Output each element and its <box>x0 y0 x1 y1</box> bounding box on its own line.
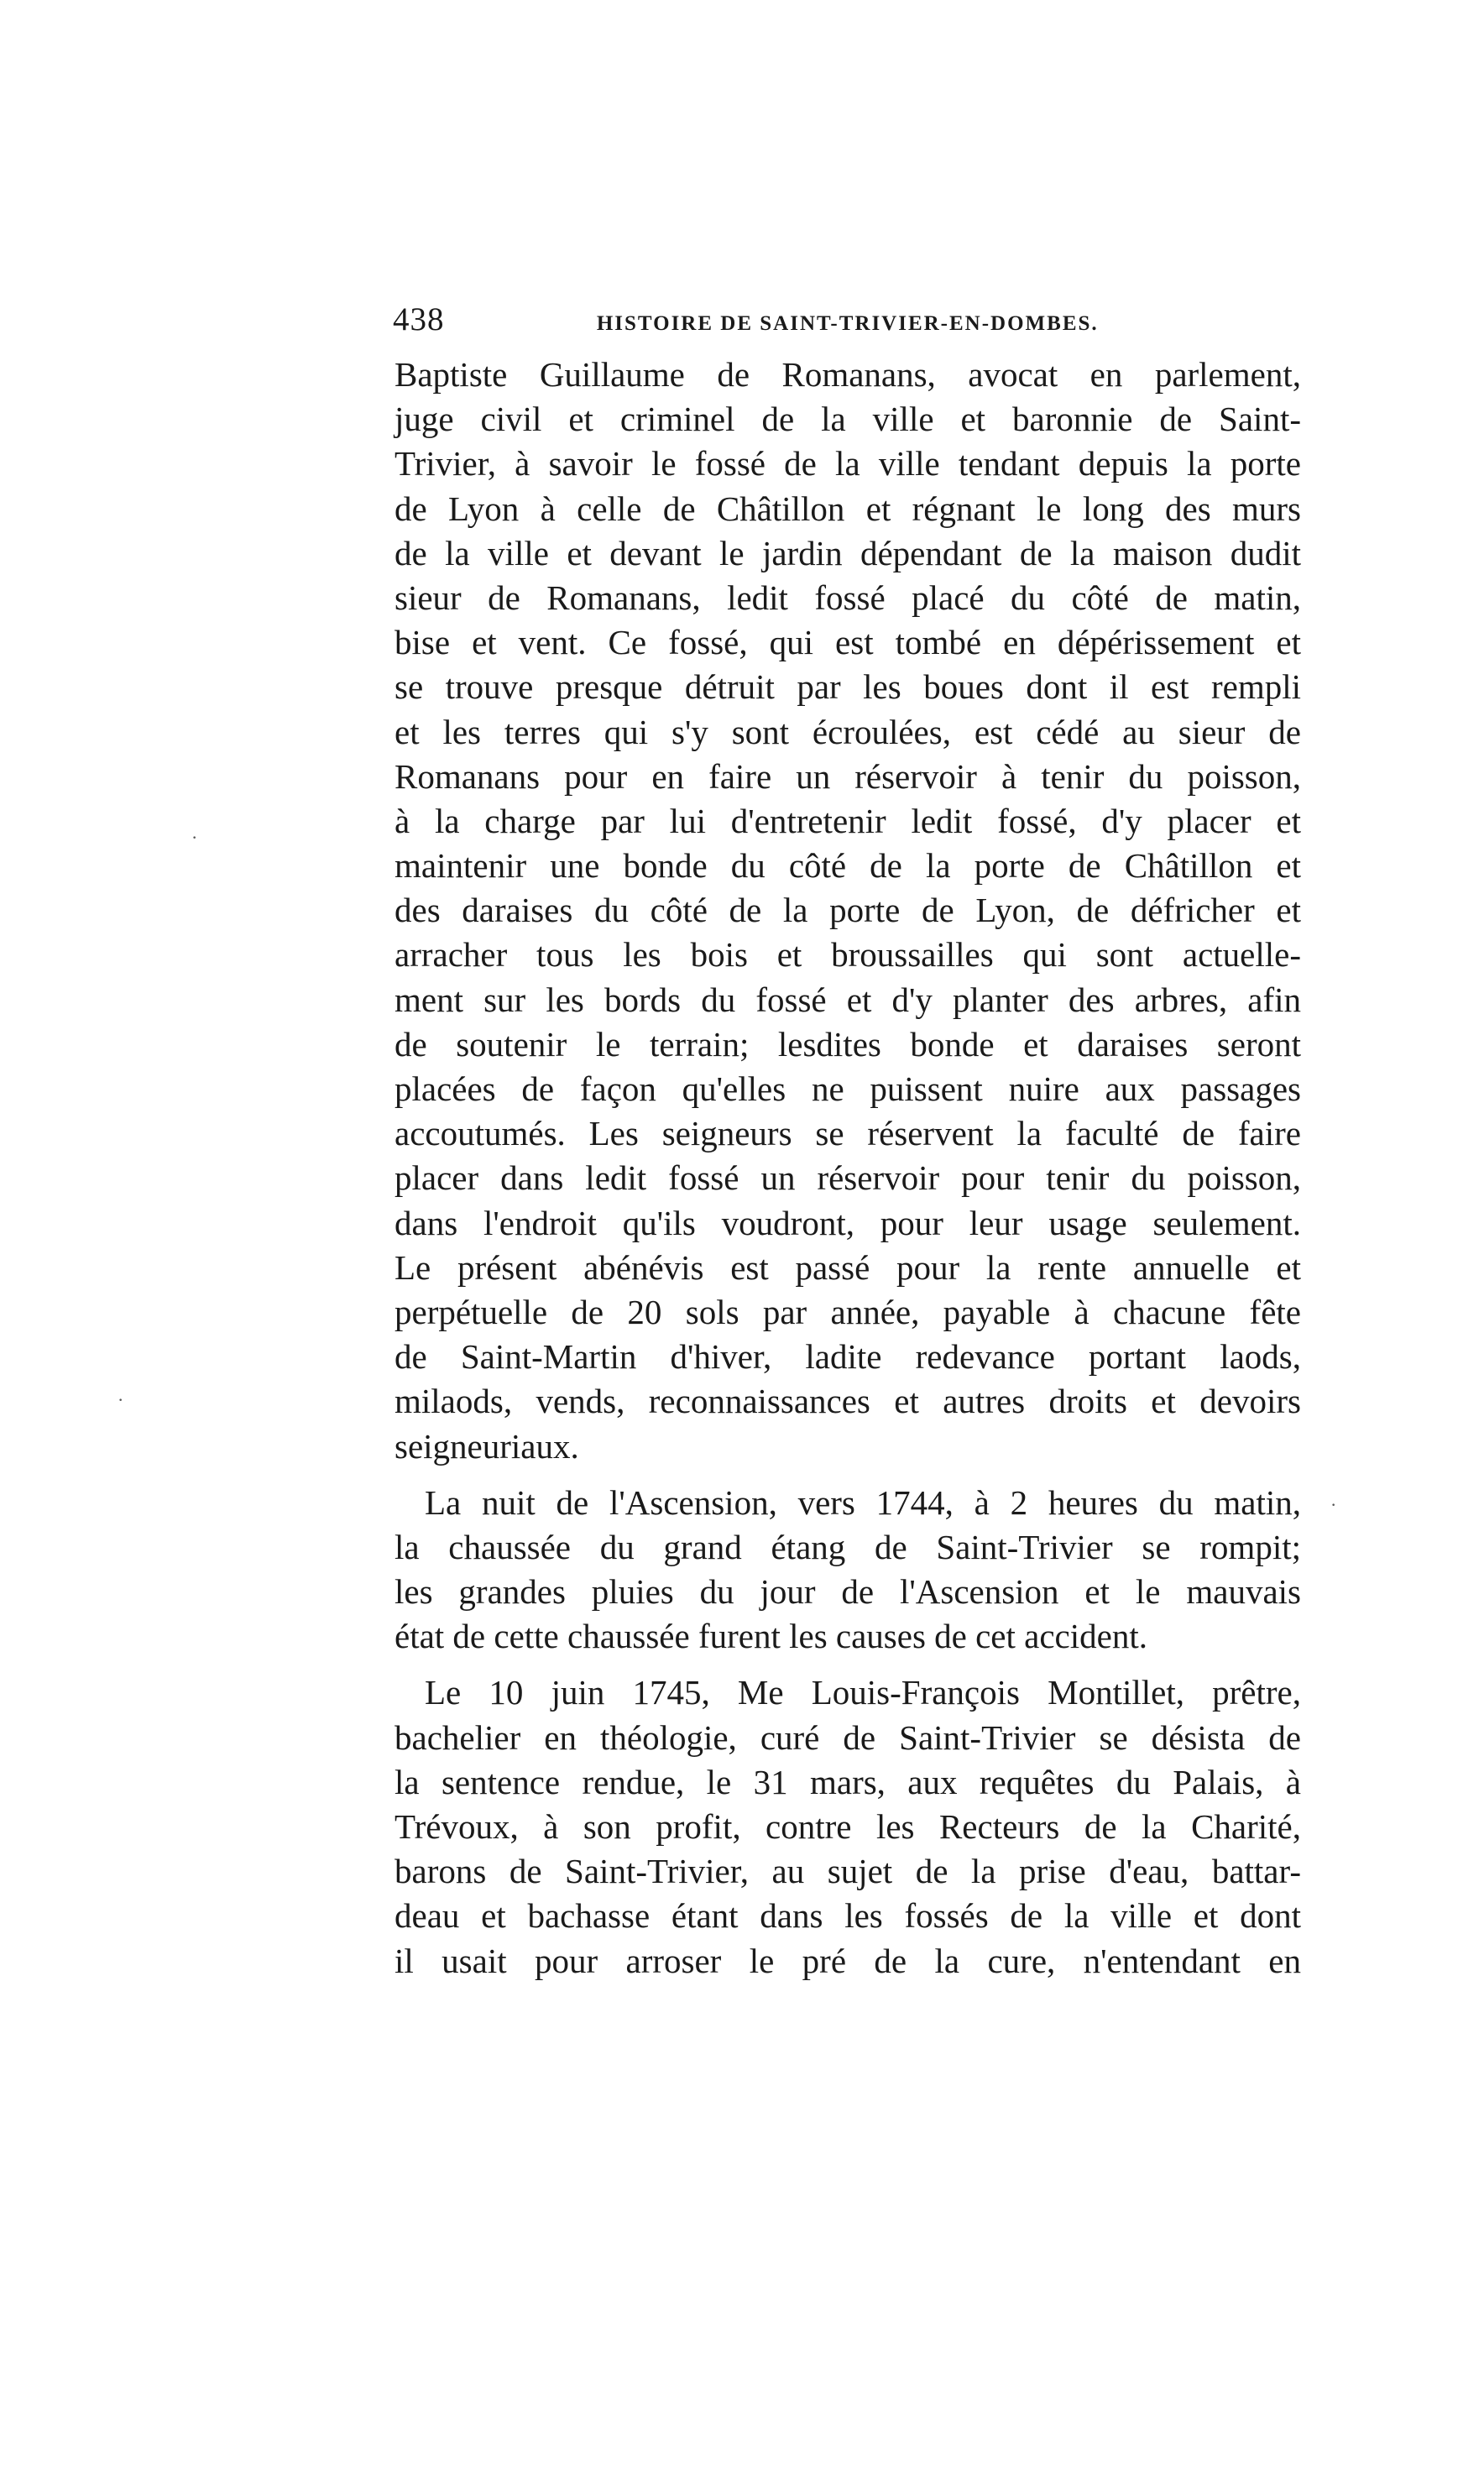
text-line: la sentence rendue, le 31 mars, aux requêtes du Palais, à <box>395 1762 1301 1801</box>
text-line: milaods, vends, reconnaissances et autres droits et devoirs <box>395 1382 1301 1421</box>
text-line: accoutumés. Les seigneurs se réservent la faculté de faire <box>395 1114 1301 1153</box>
page-number: 438 <box>393 301 445 337</box>
paragraph-gap <box>395 1469 1301 1481</box>
margin-speck: · <box>191 827 198 848</box>
text-line: Baptiste Guillaume de Romanans, avocat en parlement, <box>395 355 1301 394</box>
text-line: maintenir une bonde du côté de la porte de Châtillon et <box>395 846 1301 886</box>
text-line: de soutenir le terrain; lesdites bonde et daraises seront <box>395 1024 1301 1064</box>
margin-speck: · <box>118 1389 124 1410</box>
text-line: de Lyon à celle de Châtillon et régnant le long des murs <box>395 489 1301 528</box>
text-line: Romanans pour en faire un réservoir à tenir du poisson, <box>395 756 1301 796</box>
text-line: barons de Saint-Trivier, au sujet de la prise d'eau, battar- <box>395 1852 1301 1891</box>
paragraph <box>395 353 1301 1469</box>
text-line: se trouve presque détruit par les boues dont il est rempli <box>395 667 1301 707</box>
text-line: arracher tous les bois et broussailles qui sont actuelle- <box>395 935 1301 975</box>
text-line: placées de façon qu'elles ne puissent nuire aux passages <box>395 1069 1301 1108</box>
text-line: à la charge par lui d'entretenir ledit fossé, d'y placer et <box>395 801 1301 840</box>
running-title: HISTOIRE DE SAINT-TRIVIER-EN-DOMBES. <box>596 312 1099 335</box>
body-text <box>395 353 1301 1984</box>
text-line: des daraises du côté de la porte de Lyon, de défricher et <box>395 891 1301 930</box>
text-line: Le 10 juin 1745, Me Louis-François Montillet, prêtre, <box>425 1673 1301 1712</box>
text-line: de la ville et devant le jardin dépendant de la maison dudit <box>395 533 1301 572</box>
paragraph <box>395 1481 1301 1660</box>
text-line: ment sur les bords du fossé et d'y planter des arbres, afin <box>395 980 1301 1019</box>
text-line: juge civil et criminel de la ville et baronnie de Saint- <box>395 400 1301 439</box>
page-header <box>393 301 1301 337</box>
text-line: deau et bachasse étant dans les fossés de la ville et dont <box>395 1896 1301 1936</box>
paragraph <box>395 1670 1301 1983</box>
text-line: seigneuriaux. <box>395 1426 579 1466</box>
text-line: placer dans ledit fossé un réservoir pour tenir du poisson, <box>395 1158 1301 1198</box>
text-line: état de cette chaussée furent les causes de cet accident. <box>395 1617 1147 1656</box>
text-line: Trévoux, à son profit, contre les Recteurs de la Charité, <box>395 1807 1301 1846</box>
text-line: dans l'endroit qu'ils voudront, pour leur usage seulement. <box>395 1203 1301 1242</box>
text-line: sieur de Romanans, ledit fossé placé du côté de matin, <box>395 578 1301 617</box>
text-line: perpétuelle de 20 sols par année, payable à chacune fête <box>395 1292 1301 1331</box>
margin-speck: · <box>1330 1494 1337 1515</box>
text-line: La nuit de l'Ascension, vers 1744, à 2 heures du matin, <box>425 1482 1301 1522</box>
text-line: Trivier, à savoir le fossé de la ville tendant depuis la porte <box>395 444 1301 483</box>
text-line: les grandes pluies du jour de l'Ascension et le mauvais <box>395 1572 1301 1612</box>
text-line: il usait pour arroser le pré de la cure, n'entendant en <box>395 1941 1301 1980</box>
text-line: bise et vent. Ce fossé, qui est tombé en dépérissement et <box>395 623 1301 662</box>
text-line: la chaussée du grand étang de Saint-Trivier se rompit; <box>395 1527 1301 1566</box>
text-line: bachelier en théologie, curé de Saint-Trivier se désista de <box>395 1717 1301 1757</box>
text-line: Le présent abénévis est passé pour la rente annuelle et <box>395 1247 1301 1287</box>
paragraph-gap <box>395 1659 1301 1670</box>
text-line: de Saint-Martin d'hiver, ladite redevance portant laods, <box>395 1337 1301 1377</box>
text-line: et les terres qui s'y sont écroulées, est cédé au sieur de <box>395 712 1301 751</box>
